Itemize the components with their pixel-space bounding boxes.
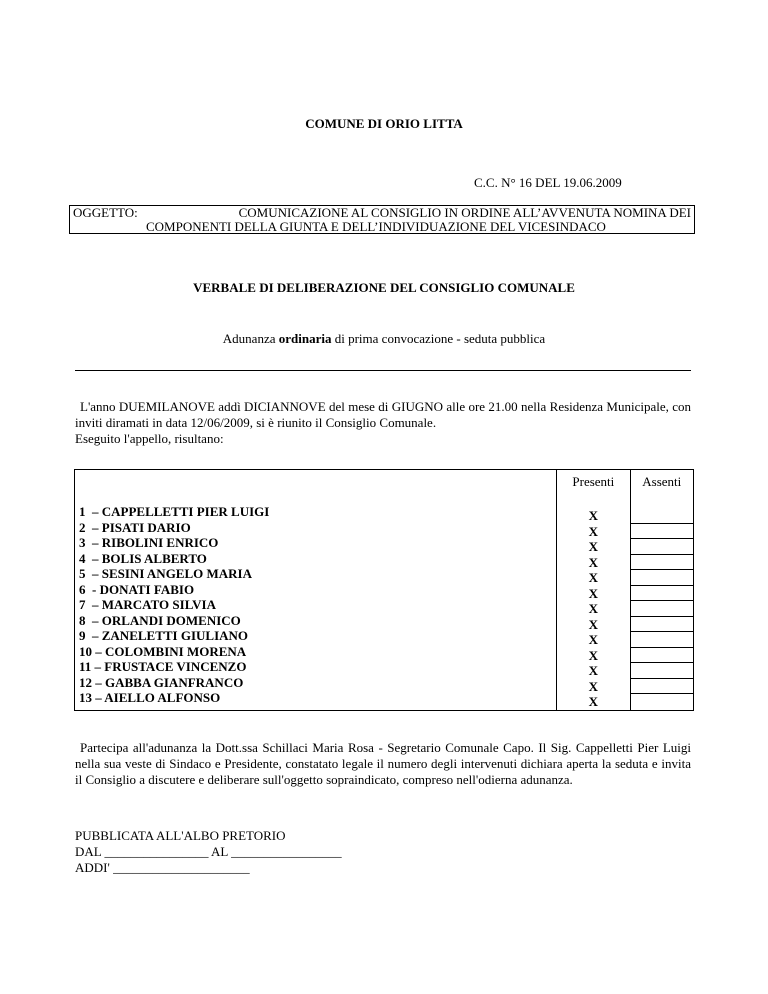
subject-text-2: COMPONENTI DELLA GIUNTA E DELL’INDIVIDUAZIONE DEL VICESINDACO [146, 219, 606, 234]
attendance-table [74, 469, 694, 711]
subject-label: OGGETTO: [73, 205, 138, 220]
member-name: 9 – ZANELETTI GIULIANO [79, 628, 249, 643]
deliberation-reference: C.C. N° 16 DEL 19.06.2009 [474, 175, 622, 190]
subject-line-1 [73, 206, 691, 220]
presente-mark: X [588, 663, 599, 678]
session-prefix: Adunanza [222, 331, 279, 346]
assente-mark [631, 679, 693, 695]
assenti-column [630, 508, 693, 710]
assente-mark [631, 648, 693, 664]
presente-mark: X [588, 647, 599, 663]
presente-mark: X [588, 694, 599, 709]
assente-mark [631, 508, 693, 524]
presente-mark: X [588, 632, 599, 647]
presente-mark: X [588, 554, 599, 570]
assente-mark [631, 663, 693, 679]
session-type [0, 331, 768, 347]
participation-paragraph: Partecipa all'adunanza la Dott.ssa Schillaci Maria Rosa - Segretario Comunale Capo. Il Sig. Cappelletti Pier Luigi nella sua veste di Sindaco e Presidente, constatato legale il numero degli intervenuti dichiara aperta la seduta e invita il Consiglio a discutere e deliberare sull'oggetto sopraindicato, compreso nell'odierna adunanza. [75, 740, 691, 787]
horizontal-divider [75, 370, 691, 371]
member-name: 3 – RIBOLINI ENRICO [79, 535, 219, 550]
assente-mark [631, 555, 693, 571]
session-suffix: di prima convocazione - seduta pubblica [331, 331, 546, 346]
members-column [75, 470, 557, 711]
presente-mark: X [588, 601, 599, 616]
presenti-column [557, 508, 630, 710]
presente-mark: X [588, 570, 599, 585]
subject-box [69, 205, 695, 234]
roll-call-line: Eseguito l'appello, risultano: [75, 431, 224, 446]
member-name: 11 – FRUSTACE VINCENZO [79, 659, 247, 674]
member-name: 8 – ORLANDI DOMENICO [79, 612, 241, 628]
assente-mark [631, 586, 693, 602]
assente-mark [631, 601, 693, 617]
header-assenti: Assenti [630, 470, 693, 509]
member-name: 4 – BOLIS ALBERTO [79, 550, 207, 566]
member-name: 6 - DONATI FABIO [79, 581, 195, 597]
publication-title: PUBBLICATA ALL'ALBO PRETORIO [75, 828, 286, 843]
verbale-title: VERBALE DI DELIBERAZIONE DEL CONSIGLIO COMUNALE [193, 280, 575, 295]
presente-mark: X [588, 616, 599, 632]
member-name: 5 – SESINI ANGELO MARIA [79, 566, 253, 581]
presente-mark: X [588, 678, 599, 694]
intro-text [75, 399, 691, 447]
presente-mark: X [588, 585, 599, 601]
member-name: 13 – AIELLO ALFONSO [79, 690, 221, 705]
subject-text-1: COMUNICAZIONE AL CONSIGLIO IN ORDINE ALL’AVVENUTA NOMINA DEI [238, 205, 691, 220]
member-name: 1 – CAPPELLETTI PIER LUIGI [79, 504, 270, 519]
header-presenti: Presenti [557, 470, 630, 509]
assente-mark [631, 570, 693, 586]
member-name: 10 – COLOMBINI MORENA [79, 643, 247, 659]
assente-mark [631, 539, 693, 555]
presente-mark: X [588, 539, 599, 554]
publication-addi: ADDI' _____________________ [75, 860, 250, 875]
assenti-marks [631, 508, 693, 710]
presente-mark: X [588, 508, 599, 523]
assente-mark [631, 524, 693, 540]
members-list [75, 470, 556, 706]
assente-mark [631, 617, 693, 633]
document-title: COMUNE DI ORIO LITTA [305, 116, 463, 131]
presenti-marks [557, 508, 629, 710]
member-name: 2 – PISATI DARIO [79, 519, 191, 535]
member-name: 7 – MARCATO SILVIA [79, 597, 217, 612]
assente-mark [631, 632, 693, 648]
publication-block [75, 828, 342, 876]
publication-dates: DAL ________________ AL _________________ [75, 844, 342, 859]
member-name: 12 – GABBA GIANFRANCO [79, 674, 244, 690]
session-type-bold: ordinaria [278, 331, 332, 346]
assente-mark [631, 694, 693, 710]
presente-mark: X [588, 523, 599, 539]
intro-paragraph: L'anno DUEMILANOVE addì DICIANNOVE del mese di GIUGNO alle ore 21.00 nella Residenza Municipale, con inviti diramati in data 12/06/2009, si è riunito il Consiglio Comunale. [75, 399, 691, 430]
